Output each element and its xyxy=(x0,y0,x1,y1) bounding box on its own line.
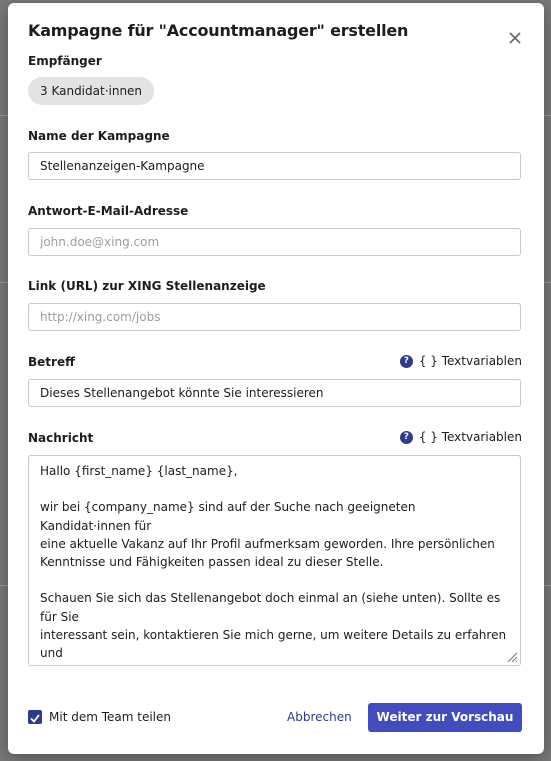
checkmark-icon xyxy=(28,711,42,725)
share-with-team-label[interactable]: Mit dem Team teilen xyxy=(49,710,171,724)
subject-textvariables-link[interactable] xyxy=(400,354,522,368)
message-textarea[interactable] xyxy=(28,455,521,666)
subject-input[interactable] xyxy=(28,379,521,407)
job-link-label: Link (URL) zur XING Stellenanzeige xyxy=(28,279,266,293)
message-label: Nachricht xyxy=(28,431,94,445)
recipients-label: Empfänger xyxy=(28,54,102,68)
create-campaign-dialog xyxy=(8,3,544,754)
message-line xyxy=(40,662,509,666)
dialog-title: Kampagne für "Accountmanager" erstellen xyxy=(28,21,409,40)
reply-email-input[interactable] xyxy=(28,228,521,256)
background-divider xyxy=(544,115,551,116)
subject-label: Betreff xyxy=(28,355,75,369)
recipients-chip[interactable]: 3 Kandidat·innen xyxy=(28,77,154,105)
campaign-name-input[interactable] xyxy=(28,152,521,180)
message-textvariables-link[interactable] xyxy=(400,430,522,444)
close-icon[interactable] xyxy=(504,27,526,49)
background-divider xyxy=(0,282,8,283)
message-line: Hallo {first_name} {last_name}, xyxy=(40,464,238,478)
resize-handle-icon[interactable] xyxy=(506,651,518,663)
help-icon[interactable]: ? xyxy=(400,355,413,368)
message-line: Kenntnisse und Fähigkeiten passen ideal zu dieser Stelle. xyxy=(40,555,384,570)
message-line: eine aktuelle Vakanz auf Ihr Profil aufmerksam geworden. Ihre persönlichen xyxy=(40,536,495,551)
share-with-team-checkbox[interactable] xyxy=(28,710,42,724)
textvariables-label: { } Textvariablen xyxy=(418,354,522,368)
background-divider xyxy=(0,585,8,586)
help-icon[interactable]: ? xyxy=(400,431,413,444)
continue-to-preview-button[interactable]: Weiter zur Vorschau xyxy=(368,703,522,732)
reply-email-label: Antwort-E-Mail-Adresse xyxy=(28,204,189,218)
background-divider xyxy=(544,585,551,586)
message-line xyxy=(40,480,509,498)
message-line: interessant sein, kontaktieren Sie mich gerne, um weitere Details zu erfahren und xyxy=(40,627,510,661)
message-line: wir bei {company_name} sind auf der Suche nach geeigneten Kandidat·innen für xyxy=(40,500,420,533)
background-divider xyxy=(0,115,8,116)
message-line: Schauen Sie sich das Stellenangebot doch einmal an (siehe unten). Sollte es für Sie xyxy=(40,591,505,624)
campaign-name-label: Name der Kampagne xyxy=(28,129,170,143)
job-link-input[interactable] xyxy=(28,303,521,331)
textvariables-label: { } Textvariablen xyxy=(418,430,522,444)
message-line xyxy=(40,571,509,589)
background-divider xyxy=(544,282,551,283)
cancel-button[interactable]: Abbrechen xyxy=(287,710,352,724)
